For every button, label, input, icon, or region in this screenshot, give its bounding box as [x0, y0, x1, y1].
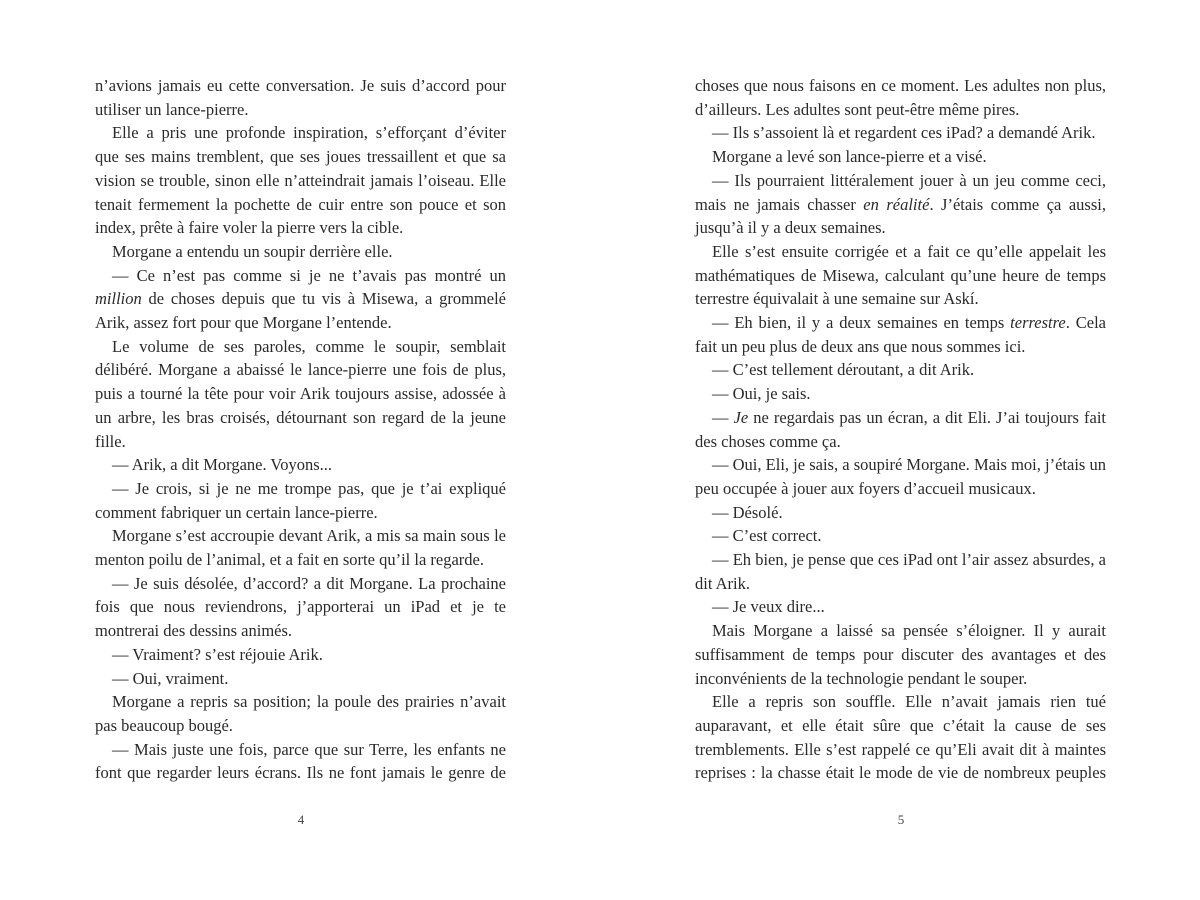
paragraph — [695, 619, 1106, 690]
text-run: — Oui, Eli, je sais, a soupiré Morgane. Mais moi, j’étais un peu occupée à jouer aux foyers d’accueil musicaux. — [695, 455, 1106, 498]
page-number-left: 4 — [297, 812, 305, 827]
paragraph — [695, 311, 1106, 358]
text-run: — Oui, je sais. — [712, 384, 811, 404]
paragraph — [95, 572, 506, 643]
left-page-text — [95, 74, 506, 785]
text-run: — Mais juste une fois, parce que sur Terre, les enfants ne font que regarder leurs écrans. Ils ne font jamais le genre de — [95, 739, 506, 783]
text-run: — Arik, a dit Morgane. Voyons... — [112, 455, 333, 475]
paragraph — [95, 690, 506, 737]
paragraph — [695, 240, 1106, 311]
paragraph — [95, 524, 506, 571]
paragraph — [695, 406, 1106, 453]
text-run: Morgane a entendu un soupir derrière elle. — [112, 241, 393, 261]
paragraph — [95, 264, 506, 335]
page-number-right: 5 — [897, 812, 905, 827]
paragraph — [95, 667, 506, 691]
italic-text: terrestre — [1010, 313, 1066, 333]
italic-text: million — [95, 289, 142, 309]
text-run: Elle a pris une profonde inspiration, s’efforçant d’éviter que ses mains tremblent, que ses joues tressaillent et que sa vision se trouble, sinon elle n’atteindrait jamais l’oiseau. Elle tenait fermement la pochette de cuir entre son pouce et son index, prête à faire voler la pierre vers la cible. — [95, 123, 506, 238]
paragraph — [95, 738, 506, 785]
paragraph — [695, 453, 1106, 500]
text-run: — Je suis désolée, d’accord? a dit Morgane. La prochaine fois que nous reviendrons, j’apporterai un iPad et je te montrerai des dessins animés. — [95, 573, 506, 641]
right-page-text — [695, 74, 1106, 785]
text-run: Morgane a levé son lance-pierre et a visé. — [712, 147, 987, 167]
text-run: — Ils s’assoient là et regardent ces iPad? a demandé Arik. — [712, 123, 1096, 143]
paragraph — [695, 548, 1106, 595]
text-run: — — [712, 407, 734, 427]
text-run: — Eh bien, il y a deux semaines en temps — [712, 313, 1011, 333]
text-run: — C’est tellement déroutant, a dit Arik. — [712, 360, 975, 380]
paragraph — [95, 240, 506, 264]
text-run: choses que nous faisons en ce moment. Les adultes non plus, d’ailleurs. Les adultes sont peut-être même pires. — [695, 76, 1106, 119]
text-run: Elle a repris son souffle. Elle n’avait jamais rien tué auparavant, et elle était sûre que c’était la cause de ses tremblements. Elle s’est rappelé ce qu’Eli avait dit à maintes reprises : la chasse était le mode de vie de nombreux peuples — [695, 692, 1106, 783]
paragraph — [695, 74, 1106, 121]
paragraph — [95, 643, 506, 667]
text-run: Le volume de ses paroles, comme le soupir, semblait délibéré. Morgane a abaissé le lance-pierre une fois de plus, puis a tourné la tête pour voir Arik toujours assise, adossée à un arbre, les bras croisés, détournant son regard de la jeune fille. — [95, 336, 506, 451]
text-run: Morgane s’est accroupie devant Arik, a mis sa main sous le menton poilu de l’animal, et a fait en sorte qu’il la regarde. — [95, 526, 506, 570]
paragraph — [95, 121, 506, 240]
italic-text: Je — [733, 407, 749, 427]
text-run: — Ce n’est pas comme si je ne t’avais pas montré un — [112, 265, 506, 285]
text-run: . Cela fait un peu plus de deux ans que nous sommes ici. — [695, 313, 1106, 356]
text-run: — Ils pourraient littéralement jouer à un jeu comme ceci, mais ne jamais chasser — [695, 170, 1106, 214]
paragraph — [695, 524, 1106, 548]
paragraph — [95, 453, 506, 477]
paragraph — [695, 690, 1106, 785]
text-run: — Eh bien, je pense que ces iPad ont l’air assez absurdes, a dit Arik. — [695, 550, 1106, 593]
text-run: Elle s’est ensuite corrigée et a fait ce qu’elle appelait les mathématiques de Misewa, calculant qu’une heure de temps terrestre équivalait à une semaine sur Askí. — [695, 241, 1106, 309]
text-run: — C’est correct. — [712, 526, 822, 546]
text-run: Mais Morgane a laissé sa pensée s’éloigner. Il y aurait suffisamment de temps pour discuter des avantages et des inconvénients de la technologie pendant le souper. — [695, 621, 1106, 688]
italic-text: en réalité — [863, 194, 930, 214]
paragraph — [95, 477, 506, 524]
text-run: Morgane a repris sa position; la poule des prairies n’avait pas beaucoup bougé. — [95, 692, 506, 735]
paragraph — [695, 595, 1106, 619]
paragraph — [695, 501, 1106, 525]
text-run: — Oui, vraiment. — [112, 668, 229, 688]
text-run: n’avions jamais eu cette conversation. Je suis d’accord pour utiliser un lance-pierre. — [95, 76, 506, 119]
paragraph — [695, 358, 1106, 382]
text-run: — Je crois, si je ne me trompe pas, que je t’ai expliqué comment fabriquer un certain lance-pierre. — [95, 478, 506, 522]
paragraph — [695, 121, 1106, 145]
paragraph — [95, 74, 506, 121]
text-run: ne regardais pas un écran, a dit Eli. J’ai toujours fait des choses comme ça. — [695, 407, 1107, 451]
text-run: de choses depuis que tu vis à Misewa, a grommelé Arik, assez fort pour que Morgane l’entende. — [95, 289, 506, 333]
paragraph — [695, 169, 1106, 240]
text-run: — Désolé. — [712, 502, 783, 522]
text-run: . J’étais comme ça aussi, jusqu’à il y a deux semaines. — [695, 194, 1106, 238]
text-run: — Vraiment? s’est réjouie Arik. — [112, 644, 323, 664]
paragraph — [695, 382, 1106, 406]
paragraph — [695, 145, 1106, 169]
paragraph — [95, 335, 506, 454]
text-run: — Je veux dire... — [712, 597, 825, 617]
